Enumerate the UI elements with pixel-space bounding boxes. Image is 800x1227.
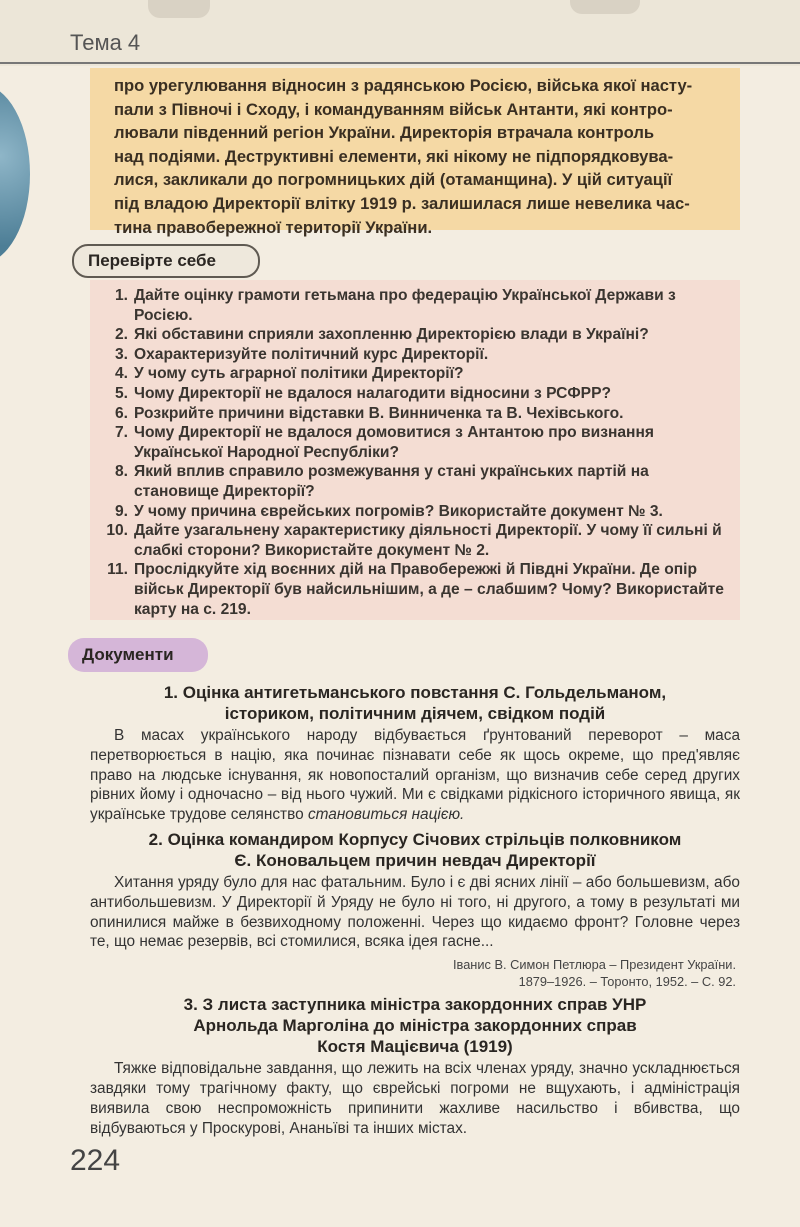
list-item (100, 325, 730, 345)
body-text: В масах українського народу відбувається ґрунтований переворот – маса перетворюється в націю, яка починає пізнавати себе як щось окреме, що пред'являє право на людське існування, як новопосталий організм, що визначив себе серед других рівних йому і одночасно – від нього чужий. Ми є свідками рідкісного історичного явища, як українське трудове селянство (90, 727, 740, 824)
question-text: Який вплив справило розмежування у стані українських партій на становище Директорії? (134, 463, 649, 500)
list-item (100, 462, 730, 501)
question-number: 8. (114, 463, 128, 481)
question-number: 2. (114, 326, 128, 344)
question-number: 4. (114, 365, 128, 383)
page-number: 224 (70, 1144, 121, 1177)
body-text: Тяжке відповідальне завдання, що лежить на всіх членах уряду, значно ускладнюється завдяки тому трагічному факту, що єврейські погроми не вщухають, і адміністрація виявила свою неспроможність припинити жахливе насильство і вбивства, що відбуваються у Проскурові, Ананьїві та інших містах. (90, 1060, 740, 1137)
list-item (100, 560, 730, 619)
body-text: Хитання уряду було для нас фатальним. Було і є дві ясних лінії – або большевизм, або антибольшевизм. У Директорії й Уряду не було ні того, ні другого, а тому в результаті ми опинилися майже в безвиходному положенні. Через що кидаємо фронт? Головне через те, що немає резервів, всі стомилися, всяка ідея гасне... (90, 873, 740, 951)
title-line: істориком, політичним діячем, свідком подій (224, 704, 606, 723)
question-text: Які обставини сприяли захопленню Директорією влади в Україні? (134, 326, 649, 344)
globe-decoration (0, 84, 30, 264)
check-yourself-heading: Перевірте себе (72, 244, 260, 278)
document-3-body (90, 1059, 740, 1138)
documents-heading: Документи (68, 638, 208, 672)
intro-line: тина правобережної території України. (114, 217, 433, 237)
document-1-title (90, 682, 740, 724)
question-number: 10. (106, 522, 128, 540)
list-item (100, 423, 730, 462)
document-2-title (90, 829, 740, 871)
question-text: Чому Директорії не вдалося домовитися з Антантою про визнання Української Народної Республіки? (134, 424, 654, 461)
list-item (100, 384, 730, 404)
intro-text (90, 68, 740, 239)
list-item (100, 521, 730, 560)
body-italic: становиться нацією. (307, 806, 465, 824)
list-item (100, 345, 730, 365)
question-number: 1. (114, 287, 128, 304)
question-text: У чому причина єврейських погромів? Використайте документ № 3. (134, 502, 663, 520)
question-number: 6. (114, 404, 128, 422)
header-decoration (148, 0, 210, 18)
title-line: 1. Оцінка антигетьманського повстання С. Гольдельманом, (163, 683, 667, 702)
questions-list (90, 280, 740, 619)
title-line: Є. Коновальцем причин невдач Директорії (234, 850, 596, 870)
title-line: 3. З листа заступника міністра закордонних справ УНР (183, 995, 647, 1015)
list-item (100, 502, 730, 522)
intro-line: лювали південний регіон України. Директорія втрачала контроль (114, 123, 655, 143)
intro-line: лися, закликали до погромницьких дій (отаманщина). У цій ситуації (114, 170, 673, 190)
questions-box (90, 280, 740, 620)
list-item (100, 364, 730, 384)
header-decoration (570, 0, 640, 14)
source-line: 1879–1926. – Торонто, 1952. – С. 92. (518, 974, 736, 990)
list-item (100, 286, 730, 325)
page-header (0, 0, 800, 66)
document-1-body (90, 726, 740, 825)
title-line: Костя Мацієвича (1919) (317, 1037, 513, 1057)
intro-box (90, 68, 740, 237)
question-text: Чому Директорії не вдалося налагодити відносини з РСФРР? (134, 384, 612, 402)
topic-title: Тема 4 (70, 30, 141, 55)
question-text: Розкрийте причини відставки В. Винниченка та В. Чехівського. (134, 404, 624, 422)
title-line: Арнольда Марголіна до міністра закордонних справ (193, 1016, 637, 1036)
title-line: 2. Оцінка командиром Корпусу Січових стрільців полковником (148, 829, 682, 849)
document-3-title (90, 994, 740, 1057)
question-number: 11. (107, 561, 128, 579)
intro-line: пали з Півночі і Сходу, і командуванням військ Антанти, які контро- (114, 99, 673, 119)
header-divider (0, 62, 800, 64)
document-2-source (90, 956, 736, 990)
question-number: 7. (114, 424, 128, 442)
documents-section (90, 678, 740, 1138)
intro-line: під владою Директорії влітку 1919 р. залишилася лише невелика час- (114, 193, 690, 213)
question-text: Дайте узагальнену характеристику діяльності Директорії. У чому її сильні й слабкі сторони? Використайте документ № 2. (134, 522, 722, 559)
intro-line: про урегулювання відносин з радянською Росією, війська якої насту- (114, 76, 693, 95)
question-text: Дайте оцінку грамоти гетьмана про федерацію Української Держави з Росією. (134, 287, 676, 324)
question-number: 3. (114, 345, 128, 363)
question-number: 5. (114, 384, 128, 402)
question-text: Охарактеризуйте політичний курс Директорії. (134, 345, 489, 363)
list-item (100, 404, 730, 424)
question-text: У чому суть аграрної політики Директорії? (134, 365, 464, 383)
intro-line: над подіями. Деструктивні елементи, які нікому не підпорядковува- (114, 146, 674, 166)
source-line: Іванис В. Симон Петлюра – Президент України. (452, 957, 736, 973)
document-2-body (90, 873, 740, 952)
question-number: 9. (114, 502, 128, 520)
question-text: Прослідкуйте хід воєнних дій на Правобережжі й Півдні України. Де опір військ Директорії був найсильнішим, а де – слабшим? Чому? Використайте карту на с. 219. (134, 561, 724, 618)
